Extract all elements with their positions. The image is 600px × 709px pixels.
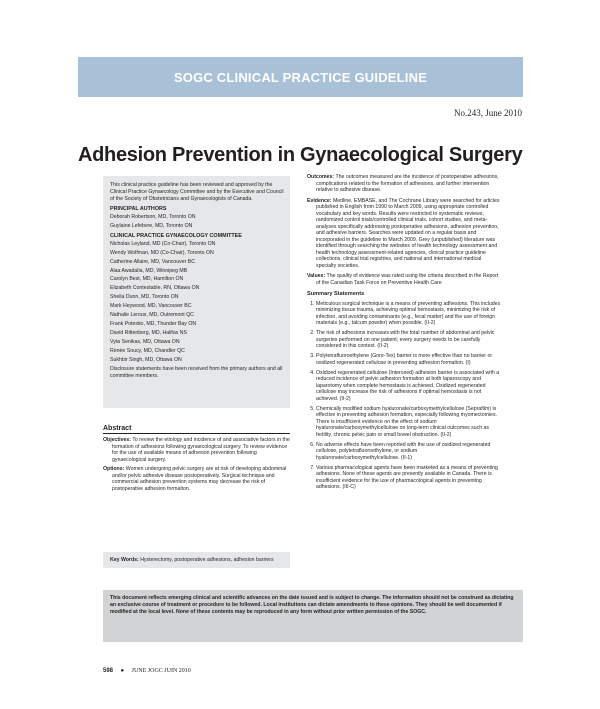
- objectives-text: To review the etiology and incidence of and associative factors in the formation of adhesions following gynaecological surgery. To review evidence for the use of available means of adhesion prevention following gynaecological surgery.: [112, 437, 290, 464]
- committee-member: Sukhbir Singh, MD, Ottawa ON: [110, 356, 182, 363]
- evidence-text: Medline, EMBASE, and The Cochrane Library were searched for articles published in English from 1990 to March 2009, using appropriate controlled vocabulary and key words. Results were restricted to systematic reviews, randomized control trials/controlled clinical trials, cohort studies, and meta-analyses specifically addressing postoperative adhesions, adhesion prevention, and adhesive barriers. Searches were updated on a regular basis and incorporated in the guideline to March 2009. Grey (unpublished) literature was identified through searching the websites of health technology assessment and health technology assessment-related agencies, clinical practice guideline collections, clinical trial registries, and national and international medical specialty societies.: [316, 197, 500, 269]
- committee-member: Alaa Awadalla, MD, Winnipeg MB: [110, 267, 188, 274]
- summary-item: 3. Polytetrafluoroethylene (Gore-Tex) barrier is more effective than no barrier or oxidized regenerated cellulose in preventing adhesion formation. (I): [316, 353, 501, 366]
- values-label: Values:: [307, 273, 326, 279]
- review-statement: This clinical practice guideline has been reviewed and approved by the Clinical Practice Gynaecology Committee and by the Executive and Council of the Society of Obstetricians and Gynaecologists of Canada.: [110, 182, 284, 203]
- document-title: Adhesion Prevention in Gynaecological Surgery: [78, 144, 523, 166]
- values-text: The quality of evidence was rated using the criteria described in the Report of the Canadian Task Force on Preventive Health Care: [316, 273, 499, 286]
- committee-member: Nathalie Leroux, MD, Outremont QC: [110, 312, 194, 319]
- bullet-icon: ●: [120, 668, 125, 674]
- outcomes-paragraph: [307, 174, 501, 194]
- evidence-paragraph: [307, 198, 501, 270]
- outcomes-text: The outcomes measured are the incidence of postoperative adhesions, complications related to the formation of adhesions, and further intervention relative to adhesive disease.: [316, 174, 499, 193]
- committee-member: Nicholas Leyland, MD (Co-Chair), Toronto ON: [110, 240, 216, 247]
- summary-list: [307, 301, 501, 491]
- keywords-text: Hysterectomy, postoperative adhesions, adhesion barriers: [140, 557, 274, 563]
- committee-member: Elizabeth Contestable, RN, Ottawa ON: [110, 285, 200, 292]
- disclosure-statement: Disclosure statements have been received from the primary authors and all committee members.: [110, 365, 283, 379]
- outcomes-label: Outcomes:: [307, 174, 335, 180]
- page-number: 598: [103, 668, 114, 674]
- author-name: Guylaine Lefebvre, MD, Toronto ON: [110, 222, 193, 229]
- committee-member: Mark Heywood, MD, Vancouver BC: [110, 303, 192, 310]
- authors-box: [103, 176, 290, 408]
- disclaimer-notice: This document reflects emerging clinical and scientific advances on the date issued and is subject to change. The information should not be construed as dictating an exclusive course of treatment or procedure to be followed. Local institutions can dictate amendments to these opinions. They should be well documented if modified at the local level. None of these contents may be reproduced in any form without prior written permission of the SOGC.: [103, 590, 523, 642]
- values-paragraph: [307, 273, 501, 286]
- summary-item: 1. Meticulous surgical technique is a means of preventing adhesions. This includes minimizing tissue trauma, achieving optimal hemostasis, minimizing the risk of infection, and avoiding contaminants (e.g., fecal matter) and the use of foreign materials (e.g., talcum powder) when possible. (II-2): [316, 301, 501, 327]
- summary-header: Summary Statements: [307, 291, 365, 297]
- options-label: Options:: [103, 465, 125, 472]
- summary-item: 2. The risk of adhesions increases with the total number of abdominal and pelvic surgeries performed on one patient; every surgery needs to be carefully considered in this context. (II-2): [316, 330, 501, 350]
- summary-item: 6. No adverse effects have been reported with the use of oxidized regenerated cellulose, polytetrafluoroethylene, or sodium hyaluronate/carboxymethylcellulose. (II-1): [316, 442, 501, 462]
- issue-number: No.243, June 2010: [454, 108, 522, 118]
- committee-header: CLINICAL PRACTICE GYNAECOLOGY COMMITTEE: [110, 232, 242, 239]
- summary-item: 4. Oxidized regenerated cellulose (Interceed) adhesion barrier is associated with a reduced incidence of pelvic adhesion formation at both laparoscopy and laparotomy when complete hemostasis is achieved. Oxidized regenerated cellulose may increase the risk of adhesions if optimal hemostasis is not achieved. (II-2): [316, 370, 501, 403]
- principal-authors-header: PRINCIPAL AUTHORS: [110, 205, 167, 212]
- page-footer: [103, 668, 191, 674]
- committee-member: Carolyn Best, MD, Hamilton ON: [110, 276, 184, 283]
- keywords-box: [103, 552, 290, 568]
- committee-member: Frank Potestio, MD, Thunder Bay ON: [110, 320, 197, 327]
- committee-member: Catherine Allaire, MD, Vancouver BC: [110, 258, 195, 265]
- abstract-body: [103, 437, 290, 495]
- guideline-banner: [78, 57, 523, 97]
- evidence-label: Evidence:: [307, 197, 332, 204]
- summary-item: 7. Various pharmacological agents have been marketed as a means of preventing adhesions. None of these agents are presently available in Canada. There is insufficient evidence for the use of pharmacological agents in preventing adhesions. (III-C): [316, 465, 501, 491]
- committee-member: David Rittenberg, MD, Halifax NS: [110, 329, 187, 336]
- committee-member: Wendy Wolfman, MD (Co-Chair), Toronto ON: [110, 249, 214, 256]
- keywords-label: Key Words:: [110, 557, 139, 563]
- options-text: Women undergoing pelvic surgery are at risk of developing abdominal and/or pelvic adhesive disease postoperatively. Surgical technique and commercial adhesion prevention systems may decrease the risk of postoperative adhesion formation.: [112, 465, 287, 492]
- committee-member: Vyta Senikas, MD, Ottawa ON: [110, 338, 180, 345]
- journal-issue: JUNE JOGC JUIN 2010: [131, 668, 191, 674]
- objectives-paragraph: [103, 437, 290, 464]
- summary-item: 5. Chemically modified sodium hyaluronate/carboxymethylcellulose (Seprafilm) is effective in preventing adhesion formation, especially following myomectomies. There is insufficient evidence on the effect of sodium hyaluronate/carboxymethylcellulose on long-term clinical outcomes such as fertility, chronic pelvic pain or small bowel obstruction. (II-2): [316, 406, 501, 439]
- right-column: [307, 174, 501, 494]
- objectives-label: Objectives:: [103, 437, 131, 443]
- author-name: Deborah Robertson, MD, Toronto ON: [110, 213, 196, 220]
- options-paragraph: [103, 466, 290, 493]
- banner-title: SOGC CLINICAL PRACTICE GUIDELINE: [173, 69, 428, 85]
- committee-member: Sheila Dunn, MD, Toronto ON: [110, 294, 179, 301]
- abstract-header: Abstract: [103, 425, 290, 434]
- committee-member: Renée Soucy, MD, Chandler QC: [110, 347, 185, 354]
